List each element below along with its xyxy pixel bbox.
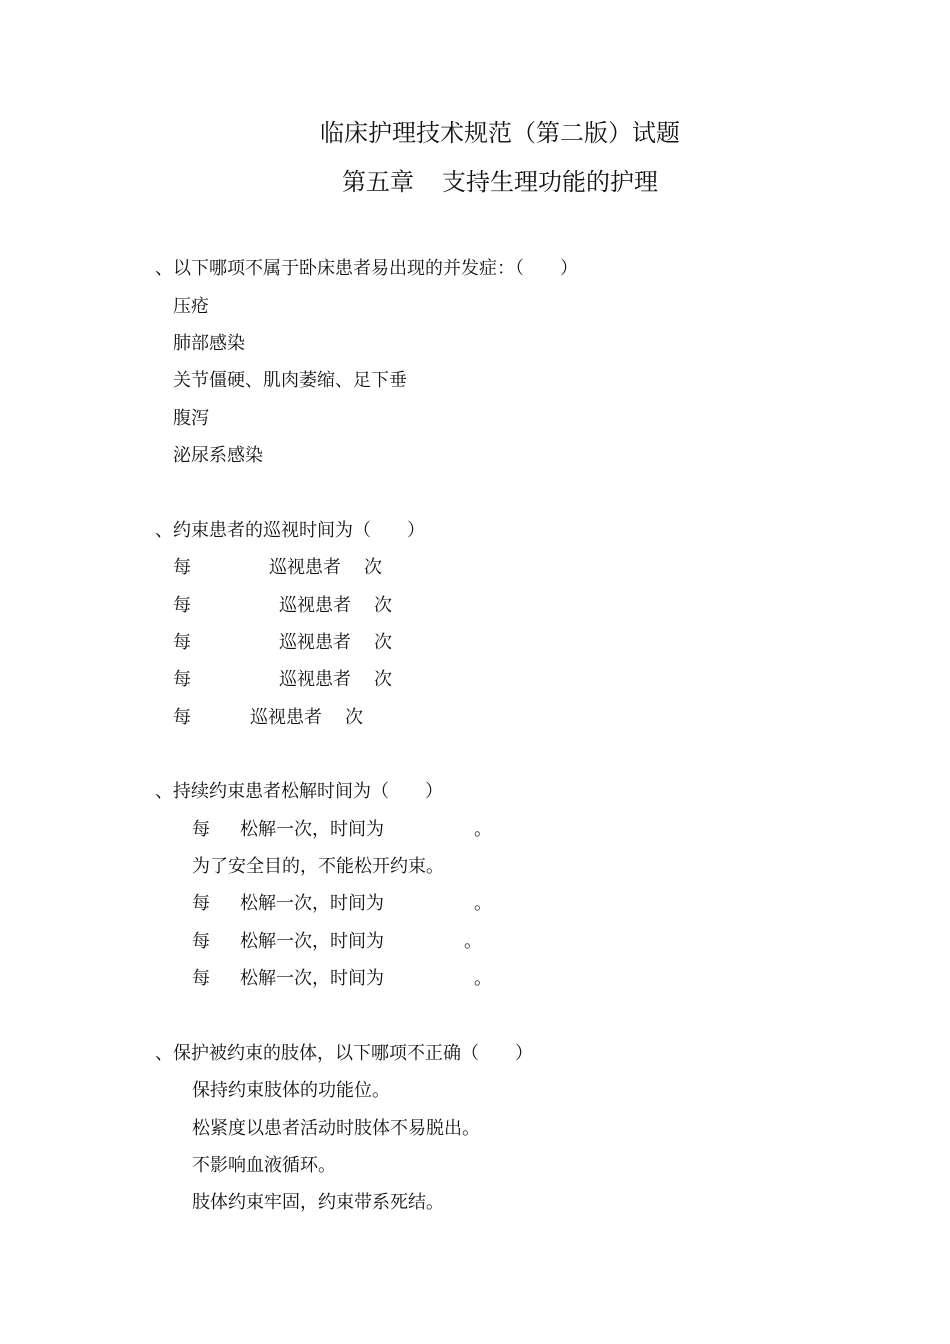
question-stem: 、约束患者的巡视时间为（ ）: [155, 520, 425, 541]
option-prefix: 每: [173, 707, 191, 728]
option-suffix: 。: [474, 893, 492, 914]
option-prefix: 每: [173, 669, 191, 690]
option: 肺部感染: [173, 333, 245, 354]
option: 肢体约束牢固，约束带系死结。: [192, 1192, 444, 1213]
chapter-heading: [0, 167, 950, 197]
option: 腹泻: [173, 408, 209, 429]
option: 为了安全目的，不能松开约束。: [192, 856, 444, 877]
option-text: 巡视患者: [250, 707, 322, 728]
option-text: 巡视患者: [279, 632, 351, 653]
option-prefix: 每: [173, 595, 191, 616]
option-suffix: 。: [464, 931, 482, 952]
option-suffix: 次: [345, 707, 363, 728]
option-text: 巡视患者: [279, 595, 351, 616]
option-suffix: 。: [474, 819, 492, 840]
question-stem: 、以下哪项不属于卧床患者易出现的并发症：（ ）: [155, 258, 578, 279]
option-text: 松解一次，时间为: [240, 893, 384, 914]
option: 关节僵硬、肌肉萎缩、足下垂: [173, 370, 407, 391]
option-text: 松解一次，时间为: [240, 819, 384, 840]
option-text: 巡视患者: [279, 669, 351, 690]
option-suffix: 次: [364, 557, 382, 578]
chapter-title: 支持生理功能的护理: [442, 168, 658, 196]
option-prefix: 每: [192, 819, 210, 840]
option: 保持约束肢体的功能位。: [192, 1080, 390, 1101]
option-suffix: 次: [374, 595, 392, 616]
question-stem: 、持续约束患者松解时间为（ ）: [155, 781, 443, 802]
chapter-number: 第五章: [342, 168, 414, 196]
option: 不影响血液循环。: [192, 1155, 336, 1176]
option-text: 巡视患者: [269, 557, 341, 578]
option-prefix: 每: [192, 893, 210, 914]
option-prefix: 每: [173, 632, 191, 653]
option-text: 松解一次，时间为: [240, 931, 384, 952]
question-stem: 、保护被约束的肢体，以下哪项不正确（ ）: [155, 1043, 533, 1064]
option-text: 松解一次，时间为: [240, 968, 384, 989]
option: 泌尿系感染: [173, 445, 263, 466]
option-suffix: 次: [374, 669, 392, 690]
option-suffix: 次: [374, 632, 392, 653]
option: 压疮: [173, 296, 209, 317]
option-prefix: 每: [192, 931, 210, 952]
option: 松紧度以患者活动时肢体不易脱出。: [192, 1118, 480, 1139]
option-suffix: 。: [474, 968, 492, 989]
option-prefix: 每: [192, 968, 210, 989]
option-prefix: 每: [173, 557, 191, 578]
document-title: 临床护理技术规范（第二版）试题: [320, 119, 680, 147]
